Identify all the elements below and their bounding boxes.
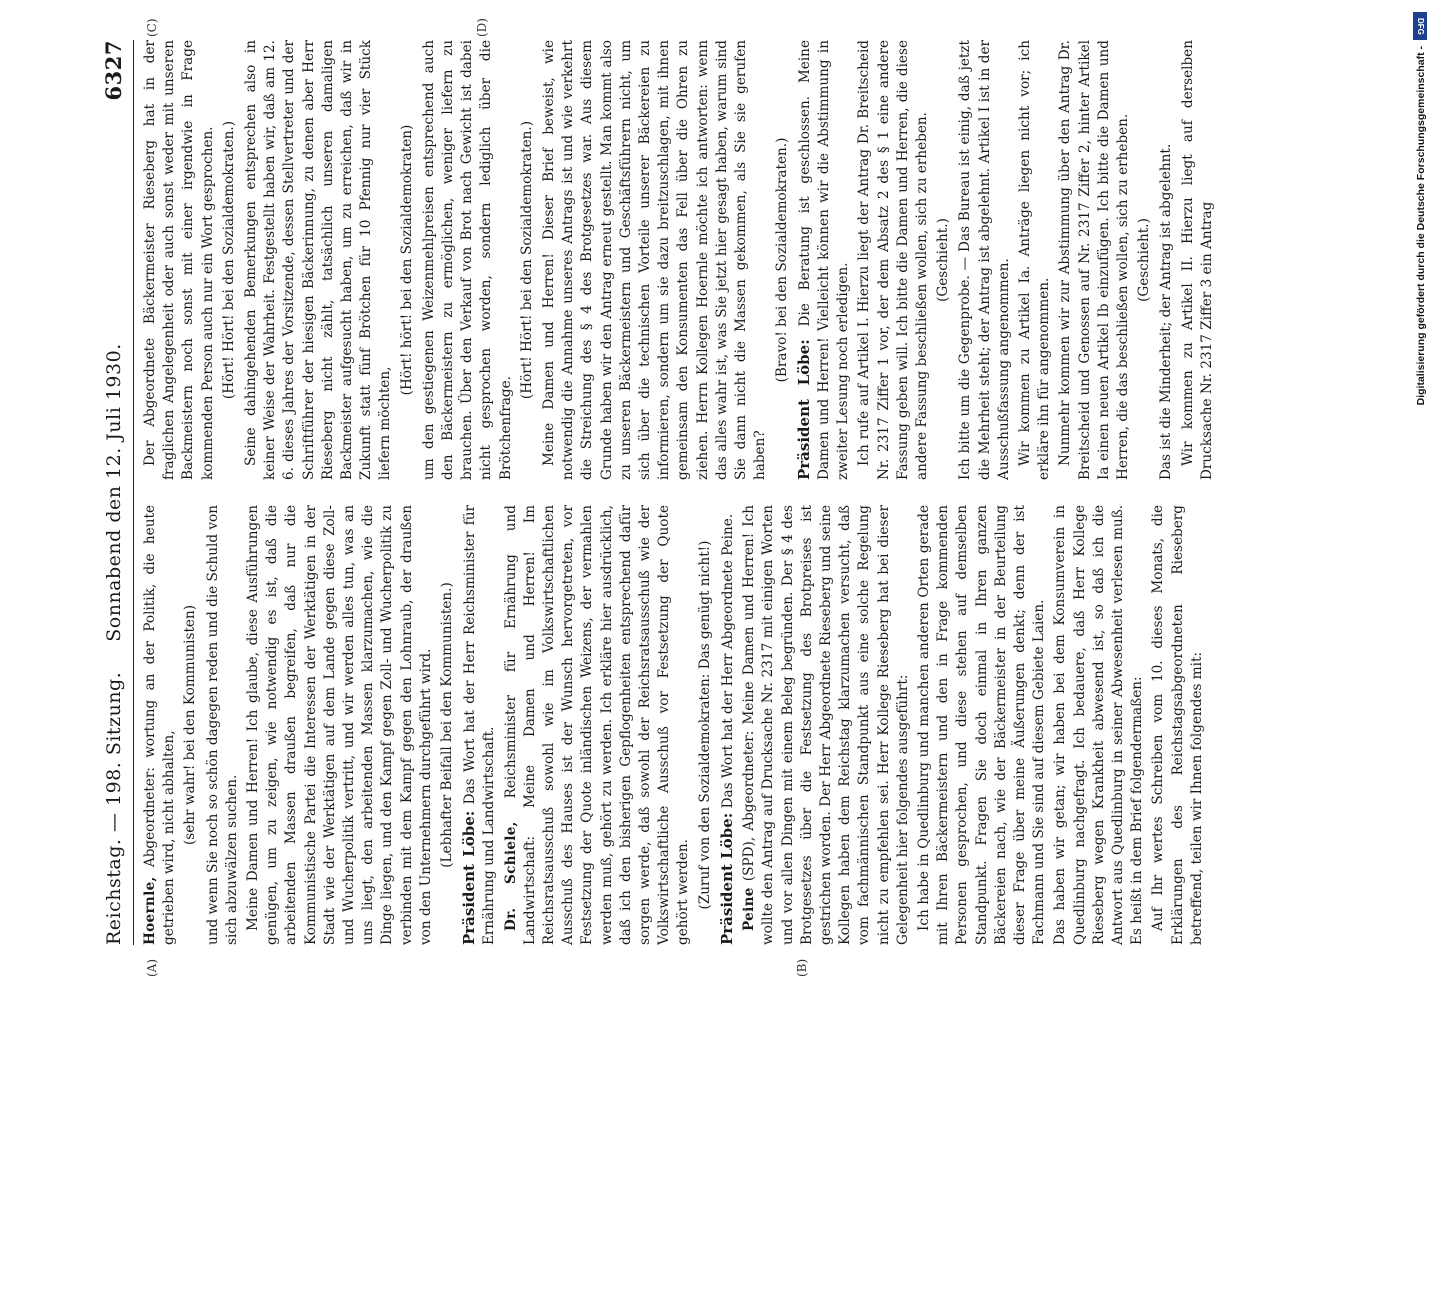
paragraph-text: um den gestiegenen Weizenmehlpreisen entsprechend auch den Bäckermeistern zu ermöglichen, weniger liefern zu brauchen. Über den Verkauf von Brot nach Gewicht ist dabei nicht gesprochen worden, sondern lediglich über die Brötchenfrage. [420,40,514,480]
page-inner [95,10,1385,985]
interjection [934,40,953,480]
paragraph-text: Das Wort hat der Herr Reichsminister für Ernährung und Landwirtschaft. [462,505,498,945]
paragraph-text: Das Wort hat der Herr Abgeordnete Peine. [719,513,736,813]
speaker-president: Präsident Löbe: [460,810,479,945]
paragraph [855,40,932,480]
paragraph-text: Ich rufe auf Artikel I. Hierzu liegt der Antrag Dr. Breitscheid Nr. 2317 Ziffer 1 vor, der dem Absatz 2 des § 1 eine andere Fassung geben will. Ich bitte die Damen und Herren, die diese andere Fassung beschließen wollen, sich zu erheben. [856,40,930,480]
paragraph [244,505,436,945]
margin-mark-b: (B) [795,958,809,977]
paragraph [141,40,218,480]
paragraph [740,505,913,945]
interjection-text: (Bravo! bei den Sozialdemokraten.) [773,137,790,383]
interjection [1135,40,1154,480]
speaker-name: Hoernle, [142,876,158,945]
interjection [773,40,792,480]
interjection-text: (sehr wahr! bei den Kommunisten) [182,604,199,846]
paragraph-text: (SPD), Abgeordneter: Meine Damen und Herren! Ich wollte den Antrag auf Drucksache Nr. 2317 mit einigen Worten und vor allen Dingen mit einem Beleg begründen. Der § 4 des Brotgesetzes über die Festsetzung des Brotpreises ist gestrichen worden. Der Herr Abgeordnete Rieseberg und seine Kollegen haben dem Reichstag klarzumachen versucht, daß vom fachmännischen Standpunkt aus eine solche Regelung nicht zu empfehlen sei. Herr Kollege Rieseberg hat bei dieser Gelegenheit hier folgendes ausgeführt: [741,505,911,945]
paragraph-text: Auf Ihr wertes Schreiben vom 10. dieses Monats, die Erklärungen des Reichstagsabgeordneten Rieseberg betreffend, teilen wir Ihnen folgendes mit: [1150,505,1205,945]
paragraph-text: Meine Damen und Herren! Dieser Brief beweist, wie notwendig die Annahme unseres Antrags ist und wie verkehrt die Streichung des § 4 des Brotgesetzes war. Aus diesem Grunde haben wir den Antrag erneut gestellt. Man kommt also zu unseren Bäckermeistern und Geschäftsführern nicht, um sich über die technischen Vorteile unserer Bäckereien zu informieren, sondern um sie dazu breitzuschlagen, mit ihnen gemeinsam den Konsumenten das Fell über die Ohren zu ziehen. Herrn Kollegen Hoernle möchte ich antworten: wenn das alles wahr ist, was Sie jetzt hier gesagt haben, warum sind Sie dann nicht die Massen gekommen, als Sie sie gerufen haben? [541,40,769,480]
interjection-text: (Geschieht.) [1136,218,1153,302]
rotated-page [101,10,1385,1300]
interjection [518,40,537,480]
paragraph-text: Nunmehr kommen wir zur Abstimmung über den Antrag Dr. Breitscheid und Genossen auf Nr. 2317 Ziffer 2, hinter Artikel Ia einen neuen Artikel Ib einzufügen. Ich bitte die Damen und Herren, die das beschließen wollen, sich zu erheben. [1057,40,1131,480]
interjection [398,40,417,480]
dfg-logo: DFG [1413,12,1427,40]
dfg-sidebar [1410,6,1432,996]
page-header [101,40,134,945]
interjection-text: (Hört! Hört! bei den Sozialdemokraten.) [518,120,535,400]
speaker-president: Präsident Löbe: [794,339,813,480]
paragraph [141,505,179,945]
paragraph [460,505,499,945]
paragraph [242,40,396,480]
interjection-text: (Lebhafter Beifall bei den Kommunisten.) [439,582,456,868]
left-column [141,505,1209,945]
paragraph [420,40,516,480]
header-left: Reichstag. — 198. Sitzung. [103,671,125,945]
paragraph [718,505,738,945]
dfg-label: Digitalisierung gefördert durch die Deutsche Forschungsgemeinschaft - [1415,46,1427,406]
paragraph [1016,40,1054,480]
paragraph-text: Wir kommen zu Artikel Ia. Anträge liegen nicht vor; ich erkläre ihn für angenommen. [1016,40,1053,480]
paragraph [1179,40,1217,480]
interjection-text: (Hört! Hört! bei den Sozialdemokraten.) [220,120,237,400]
speaker-name: Dr. Schiele, [502,821,519,931]
right-column [141,40,1219,480]
paragraph-text: Wir kommen zu Artikel II. Hierzu liegt auf derselben Drucksache Nr. 2317 Ziffer 3 ein Antrag [1179,40,1215,480]
paragraph [915,505,1049,945]
page-number: 6327 [101,40,126,101]
paragraph-text: und wenn Sie noch so schön dagegen reden und die Schuld von sich abzuwälzen suchen. [204,505,240,945]
margin-mark-c: (C) [145,18,159,37]
speaker-name: Peine [741,887,758,931]
paragraph-text: Abgeordneter: wortung an der Politik, die heute getrieben wird, nicht abhalten, [142,505,178,945]
paragraph [795,40,854,480]
paragraph-text: Das ist die Minderheit; der Antrag ist abgelehnt. [1158,143,1175,480]
speaker-president: Präsident Löbe: [717,812,736,945]
interjection-text: (Zuruf von den Sozialdemokraten: Das genügt nicht!) [696,540,713,910]
margin-mark-a: (A) [145,958,159,977]
paragraph [502,505,694,945]
paragraph [540,40,770,480]
interjection [438,505,457,945]
paragraph [204,505,242,945]
interjection-text: (Hört! hört! bei den Sozialdemokraten) [398,124,415,396]
paragraph-text: Ich bitte um die Gegenprobe. — Das Bureau ist einig, daß jetzt die Mehrheit steht; der Antrag ist abgelehnt. Artikel I ist in der Ausschußfassung angenommen. [957,40,1012,480]
paragraph [1149,505,1207,945]
paragraph [1157,40,1176,480]
paragraph-text: Reichsminister für Ernährung und Landwirtschaft: Meine Damen und Herren! Im Reichsratsausschuß sowohl wie im Volkswirtschaftlichen Ausschuß des Hauses ist der Wunsch hervorgetreten, vor Festsetzung der Quote inländischen Weizens, der vermahlen werden muß, gehört zu werden. Ich erkläre hier ausdrücklich, daß ich den bisherigen Gepflogenheiten entsprechend dafür sorgen werde, daß sowohl der Reichsratsausschuß wie der Volkswirtschaftliche Ausschuß vor Festsetzung der Quote gehört werden. [502,505,692,945]
paragraph-text: Der Abgeordnete Bäckermeister Rieseberg hat in der fraglichen Angelegenheit oder auch sonst weder mit unseren Backmeistern noch sonst mit einer irgendwie in Frage kommenden Person auch nur ein Wort gesprochen. [142,40,216,480]
interjection [696,505,715,945]
margin-mark-d: (D) [475,18,489,37]
paragraph [1051,505,1147,945]
paragraph-text: Meine Damen und Herren! Ich glaube, diese Ausführungen genügen, um zu zeigen, wie notwendig es ist, daß die arbeitenden Massen draußen begreifen, daß nur die Kommunistische Partei die Interessen der Werktätigen in der Stadt wie der Werktätigen auf dem Lande gegen diese Zoll- und Wucherpolitik vertritt, und wir werden alles tun, was an uns liegt, den arbeitenden Massen klarzumachen, wie die Dinge liegen, und den Kampf gegen Zoll- und Wucherpolitik zu verbinden mit dem Kampf gegen den Lohnraub, der draußen von den Unternehmern durchgeführt wird. [245,505,434,945]
interjection [220,40,239,480]
paragraph [956,40,1014,480]
paragraph [1056,40,1133,480]
header-center: Sonnabend den 12. Juli 1930. [103,343,125,642]
paragraph-text: Die Beratung ist geschlossen. Meine Damen und Herren! Vielleicht können wir die Abstimmung in zweiter Lesung noch erledigen. [796,40,852,480]
interjection-text: (Geschieht.) [935,218,952,302]
paragraph-text: Seine dahingehenden Bemerkungen entsprechen also in keiner Weise der Wahrheit. Festgestellt haben wir, daß am 12. 6. dieses Jahres der Vorsitzende, dessen Stellvertreter und der Schriftführer der hiesigen Bäckerinnung, zu denen aber Herr Rieseberg nicht zählt, tatsächlich unseren damaligen Backmeister aufgesucht haben, um zu erreichen, daß wir in Zukunft statt fünf Brötchen für 10 Pfennig nur vier Stück liefern möchten, [243,40,394,480]
interjection [181,505,200,945]
paragraph-text: Das haben wir getan; wir haben bei dem Konsumverein in Quedlinburg nachgefragt. Ich bedauere, daß Herr Kollege Rieseberg wegen Krankheit abwesend ist, so daß ich die Antwort aus Quedlinburg in seiner Abwesenheit verlesen muß. Es heißt in dem Brief folgendermaßen: [1052,505,1146,945]
paragraph-text: Ich habe in Quedlinburg und manchen anderen Orten gerade mit Ihren Bäckermeistern und den in Frage kommenden Personen gesprochen, und diese stehen auf demselben Standpunkt. Fragen Sie doch einmal in Ihren ganzen Bäckereien nach, wie der Bäckermeister in der Beurteilung dieser Frage über meine Äußerungen denkt; denn der ist Fachmann und Sie sind auf diesem Gebiete Laien. [915,505,1048,945]
